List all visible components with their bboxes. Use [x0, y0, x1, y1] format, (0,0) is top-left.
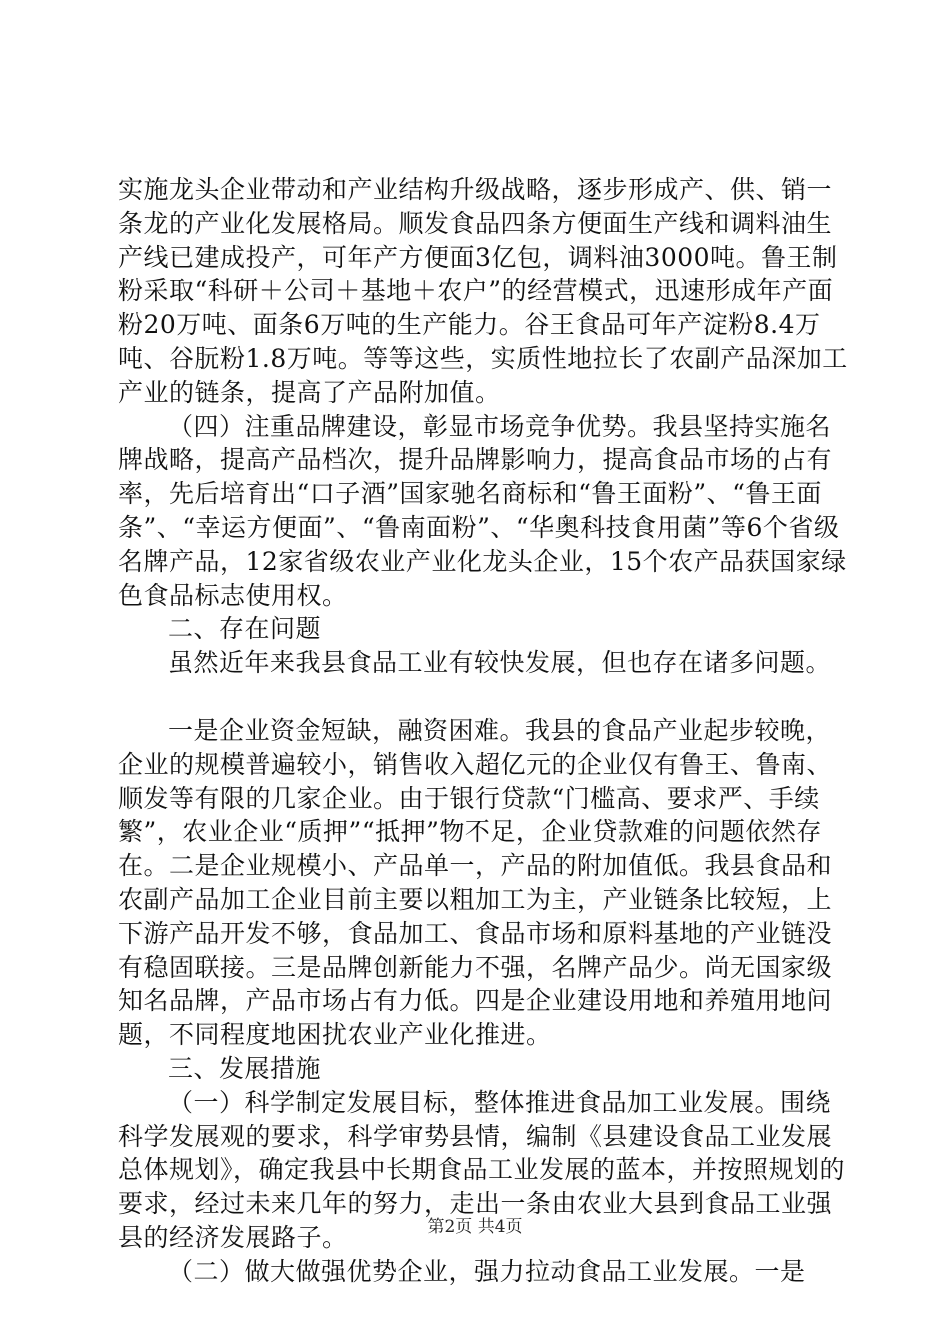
paragraph-measure-two: （二）做大做强优势企业，强力拉动食品工业发展。一是	[168, 1256, 806, 1286]
section-heading-measures: 三、发展措施	[168, 1053, 322, 1083]
document-body	[118, 173, 848, 1289]
paragraph-problems-intro: 虽然近年来我县食品工业有较快发展，但也存在诸多问题。	[168, 648, 832, 678]
paragraph-intro-continuation: 实施龙头企业带动和产业结构升级战略，逐步形成产、供、销一条龙的产业化发展格局。顺发食品四条方便面生产线和调料油生产线已建成投产，可年产方便面3亿包，调料油3000吨。鲁王制粉采取“科研＋公司＋基地＋农户”的经营模式，迅速形成年产面粉20万吨、面条6万吨的生产能力。谷王食品可年产淀粉8.4万吨、谷朊粉1.8万吨。等等这些，实质性地拉长了农副产品深加工产业的链条，提高了产品附加值。	[118, 175, 848, 407]
page-number-label: 第2页 共4页	[427, 1217, 523, 1237]
paragraph-measure-one: （一）科学制定发展目标，整体推进食品加工业发展。围绕科学发展观的要求，科学审势县情，编制《县建设食品工业发展总体规划》，确定我县中长期食品工业发展的蓝本，并按照规划的要求，经过未来几年的努力，走出一条由农业大县到食品工业强县的经济发展路子。	[118, 1087, 846, 1252]
paragraph-gap	[118, 680, 848, 714]
paragraph-problems-detail: 一是企业资金短缺，融资困难。我县的食品产业起步较晚，企业的规模普遍较小，销售收入超亿元的企业仅有鲁王、鲁南、顺发等有限的几家企业。由于银行贷款“门槛高、要求严、手续繁”，农业企业“质押”“抵押”物不足，企业贷款难的问题依然存在。二是企业规模小、产品单一，产品的附加值低。我县食品和农副产品加工企业目前主要以粗加工为主，产业链条比较短，上下游产品开发不够，食品加工、食品市场和原料基地的产业链没有稳固联接。三是品牌创新能力不强，名牌产品少。尚无国家级知名品牌，产品市场占有力低。四是企业建设用地和养殖用地问题，不同程度地困扰农业产业化推进。	[118, 715, 833, 1050]
paragraph-brand-building: （四）注重品牌建设，彰显市场竞争优势。我县坚持实施名牌战略，提高产品档次，提升品牌影响力，提高食品市场的占有率，先后培育出“口子酒”国家驰名商标和“鲁王面粉”、“鲁王面条”、“幸运方便面”、“鲁南面粉”、“华奥科技食用菌”等6个省级名牌产品，12家省级农业产业化龙头企业，15个农产品获国家绿色食品标志使用权。	[118, 411, 847, 610]
section-heading-problems: 二、存在问题	[168, 614, 322, 644]
page-footer	[0, 1216, 950, 1238]
